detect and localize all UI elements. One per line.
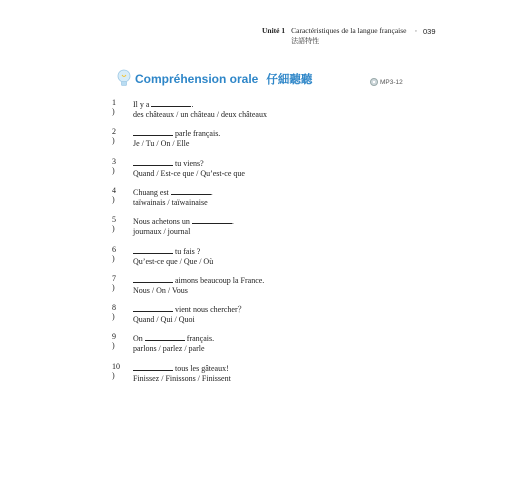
exercise-number: 9 ) (112, 332, 116, 351)
header-separator: ◦ (414, 27, 417, 35)
exercise-number: 2 ) (112, 127, 116, 146)
answer-blank[interactable] (133, 274, 173, 283)
page-number: 039 (422, 27, 436, 36)
exercise-number: 6 ) (112, 244, 116, 263)
exercise-number: 10 ) (112, 361, 120, 380)
exercise-number: 7 ) (112, 273, 116, 292)
question-text-before: On (133, 334, 145, 344)
audio-track-label: MP3-12 (380, 78, 403, 86)
answer-options: Nous / On / Vous (133, 285, 188, 295)
question-text-before: Chuang est (133, 187, 171, 197)
answer-blank[interactable] (151, 98, 194, 109)
exercise-number: 3 ) (112, 156, 116, 175)
exercise-number: 5 ) (112, 215, 116, 234)
answer-blank[interactable] (171, 186, 211, 195)
answer-blank[interactable] (133, 245, 173, 254)
question-text-before: Nous achetons un (133, 217, 192, 227)
question-text-after: français. (184, 334, 215, 344)
question-text-after: . (210, 187, 213, 197)
exercise-question (133, 157, 204, 168)
answer-blank[interactable] (192, 215, 234, 227)
section-title-zh: 仔細聽聽 (266, 74, 313, 86)
unit-title: Caractéristiques de la langue française (291, 26, 407, 35)
exercise-question (133, 186, 213, 197)
exercise-question (133, 245, 200, 256)
answer-options: des châteaux / un château / deux châteaux (133, 110, 267, 119)
answer-options: Qu’est-ce que / Que / Où (133, 256, 214, 266)
unit-title-block (291, 26, 406, 46)
question-text-after: vient nous chercher？ (173, 305, 246, 315)
audio-track[interactable] (370, 78, 403, 86)
question-text-before: Il y a (133, 100, 152, 109)
exercise-question (133, 98, 193, 109)
question-text-after: . (191, 100, 194, 109)
answer-options: Finissez / Finissons / Finissent (133, 373, 231, 383)
exercise-number: 8 ) (112, 303, 116, 322)
answer-options: Quand / Est-ce que / Qu’est-ce que (133, 168, 245, 178)
answer-blank[interactable] (133, 362, 173, 371)
section-title: Compréhension orale (135, 72, 259, 86)
exercise-question (133, 274, 264, 285)
question-text-after: . (231, 217, 234, 227)
question-text-after: tu fais ? (173, 246, 201, 256)
answer-options: journaux / journal (133, 227, 191, 237)
section-heading (117, 69, 312, 89)
answer-blank[interactable] (145, 332, 185, 341)
exercise-question (133, 127, 220, 138)
exercise-number: 1 ) (112, 98, 116, 116)
question-text-after: aimons beaucoup la France. (173, 275, 265, 285)
answer-options: Je / Tu / On / Elle (133, 139, 190, 149)
running-header (262, 26, 436, 46)
unit-label: Unité 1 (262, 26, 286, 35)
unit-title-zh: 法語特性 (291, 37, 320, 45)
answer-options: taïwainais / taïwainaise (133, 197, 208, 207)
answer-options: Quand / Qui / Quoi (133, 315, 195, 325)
cd-icon (370, 78, 378, 86)
answer-blank[interactable] (133, 157, 173, 166)
exercise-question (133, 332, 214, 343)
question-text-after: tous les gâteaux! (173, 363, 229, 373)
exercise-question (133, 215, 234, 226)
lightbulb-icon (117, 69, 131, 89)
answer-blank[interactable] (133, 127, 173, 136)
question-text-after: parle français. (173, 129, 221, 139)
question-text-after: tu viens? (173, 158, 204, 168)
exercise-question (133, 362, 229, 373)
answer-blank[interactable] (133, 303, 173, 312)
exercise-question (133, 303, 246, 315)
answer-options: parlons / parlez / parle (133, 344, 205, 354)
exercise-number: 4 ) (112, 185, 116, 204)
